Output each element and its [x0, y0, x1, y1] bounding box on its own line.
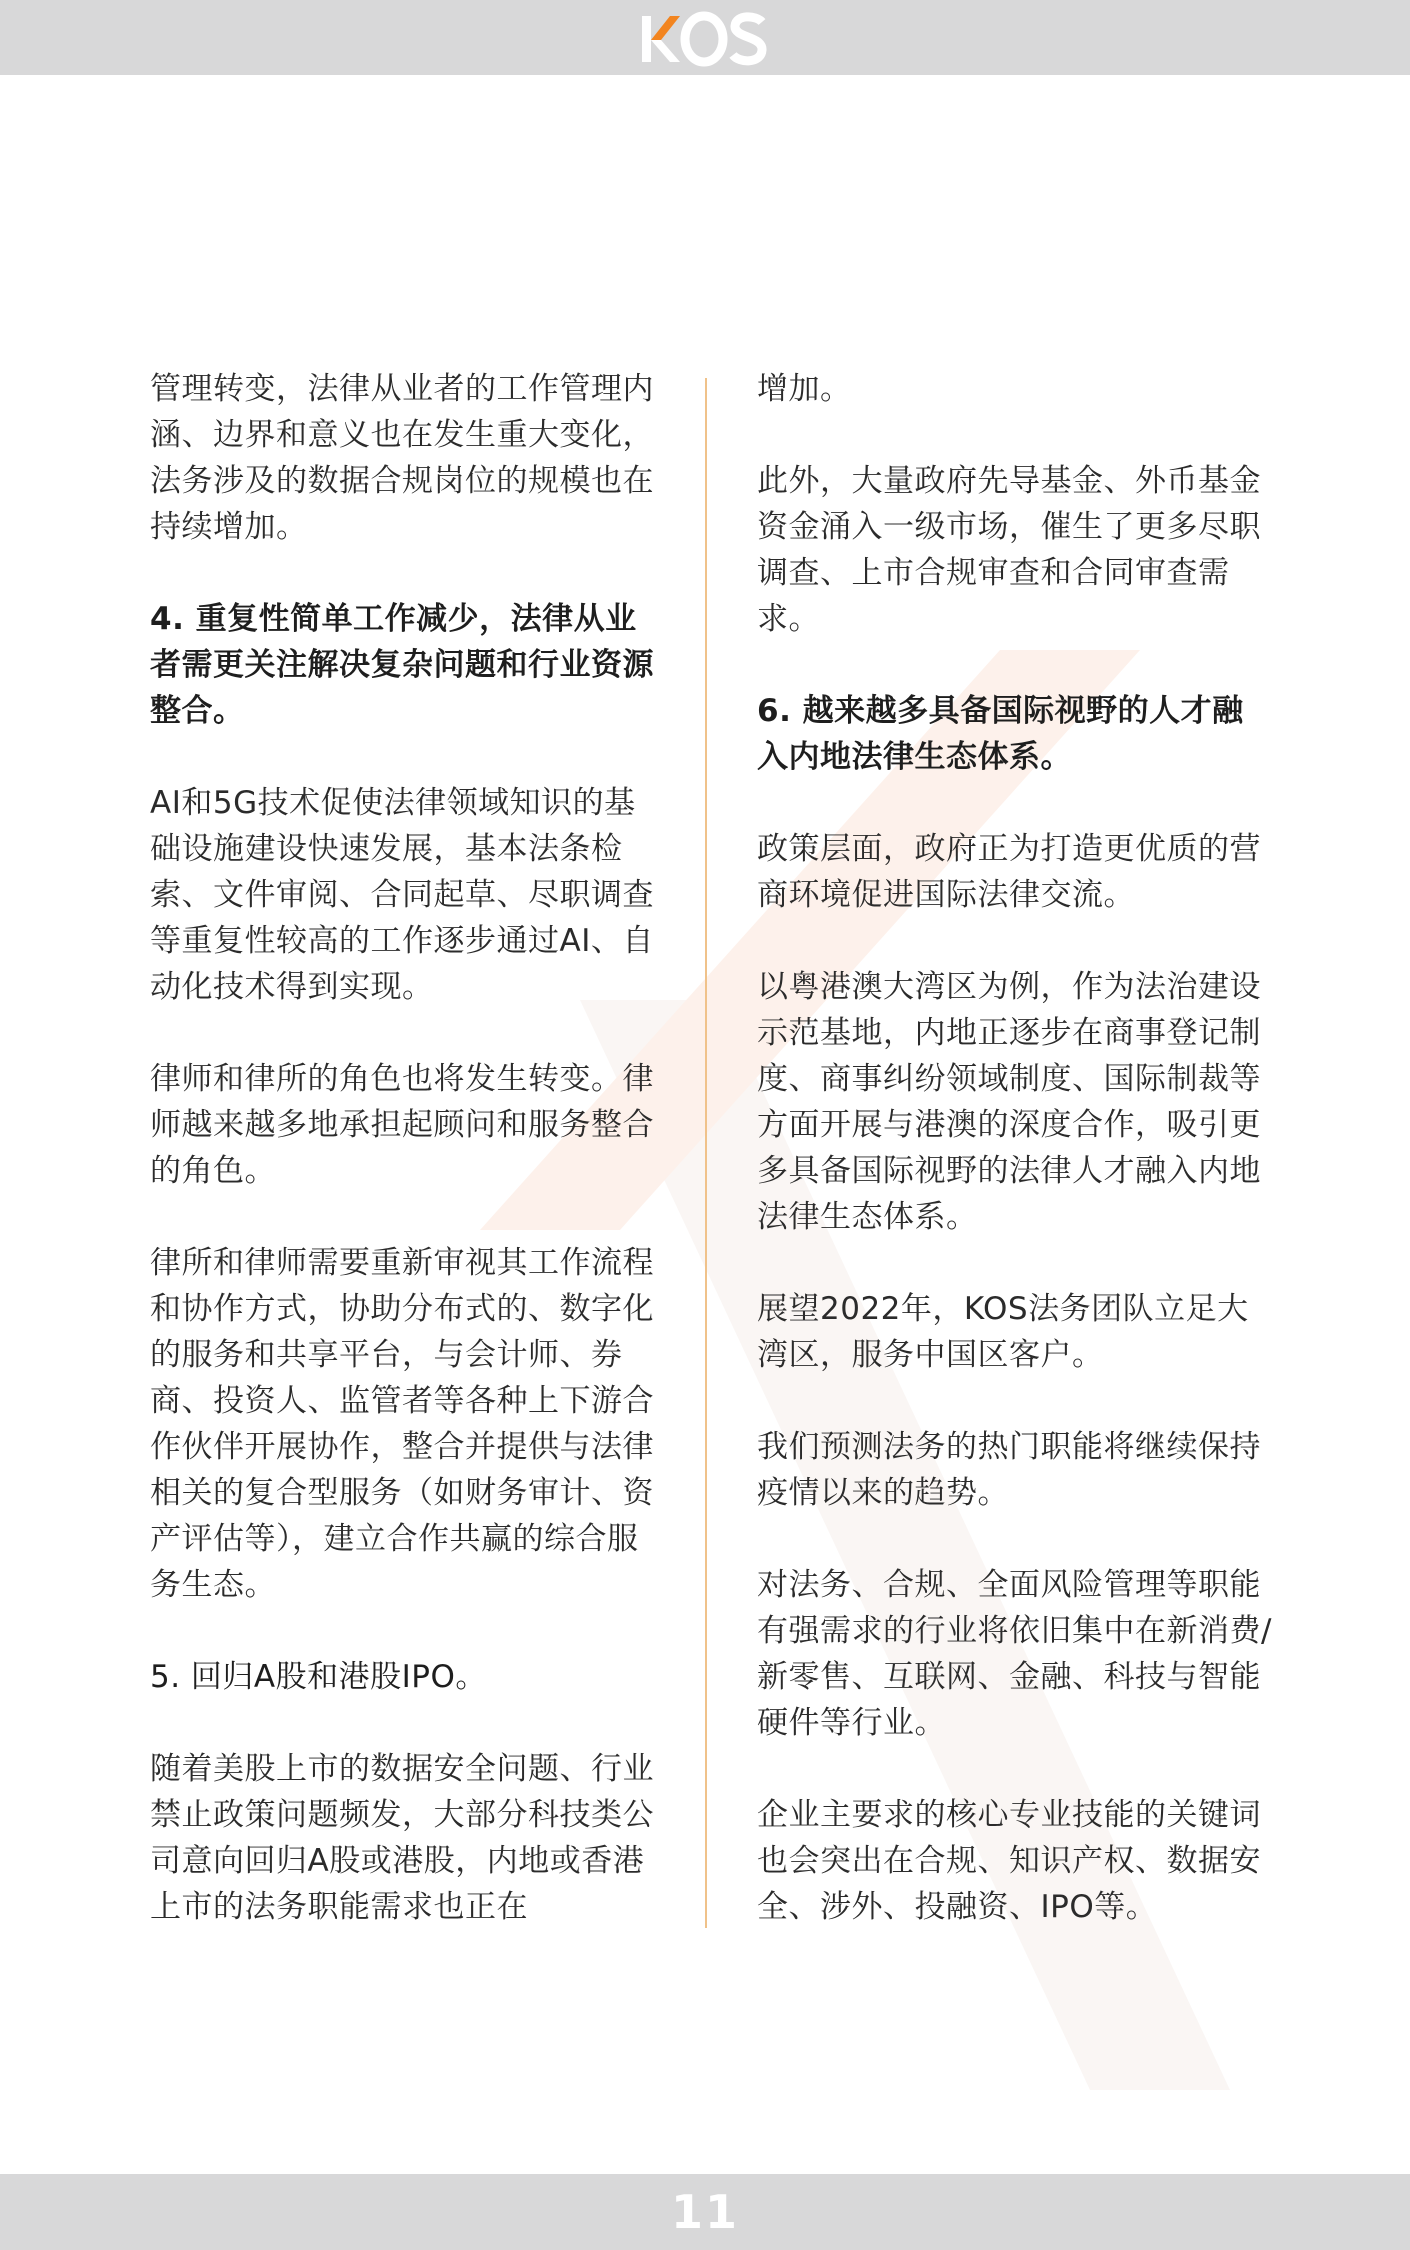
paragraph: 对法务、合规、全面风险管理等职能有强需求的行业将依旧集中在新消费/新零售、互联网、金融、科技与智能硬件等行业。 — [757, 1567, 1272, 1741]
section-heading-4: 4. 重复性简单工作减少，法律从业者需更关注解决复杂问题和行业资源整合。 — [150, 601, 654, 729]
paragraph: 律师和律所的角色也将发生转变。律师越来越多地承担起顾问和服务整合的角色。 — [150, 1061, 654, 1189]
paragraph: 展望2022年，KOS法务团队立足大湾区，服务中国区客户。 — [757, 1291, 1249, 1373]
paragraph: 管理转变，法律从业者的工作管理内涵、边界和意义也在发生重大变化，法务涉及的数据合规岗位的规模也在持续增加。 — [150, 371, 654, 545]
paragraph: 此外，大量政府先导基金、外币基金资金涌入一级市场，催生了更多尽职调查、上市合规审查和合同审查需求。 — [757, 463, 1261, 637]
paragraph: 增加。 — [757, 371, 852, 407]
section-heading-5: 5. 回归A股和港股IPO。 — [150, 1659, 487, 1695]
column-divider — [705, 378, 707, 1928]
paragraph: 我们预测法务的热门职能将继续保持疫情以来的趋势。 — [757, 1429, 1261, 1511]
page-number: 11 — [670, 2185, 739, 2239]
paragraph: 政策层面，政府正为打造更优质的营商环境促进国际法律交流。 — [757, 831, 1261, 913]
paragraph: AI和5G技术促使法律领域知识的基础设施建设快速发展，基本法条检索、文件审阅、合同起草、尽职调查等重复性较高的工作逐步通过AI、自动化技术得到实现。 — [150, 785, 654, 1005]
paragraph: 随着美股上市的数据安全问题、行业禁止政策问题频发，大部分科技类公司意向回归A股或港股，内地或香港上市的法务职能需求也正在 — [150, 1751, 654, 1925]
section-heading-6: 6. 越来越多具备国际视野的人才融入内地法律生态体系。 — [757, 693, 1244, 775]
paragraph: 企业主要求的核心专业技能的关键词也会突出在合规、知识产权、数据安全、涉外、投融资、IPO等。 — [757, 1797, 1261, 1925]
right-column — [757, 366, 1272, 1976]
paragraph: 以粤港澳大湾区为例，作为法治建设示范基地，内地正逐步在商事登记制度、商事纠纷领域制度、国际制裁等方面开展与港澳的深度合作，吸引更多具备国际视野的法律人才融入内地法律生态体系。 — [757, 969, 1261, 1235]
paragraph: 律所和律师需要重新审视其工作流程和协作方式，协助分布式的、数字化的服务和共享平台，与会计师、券商、投资人、监管者等各种上下游合作伙伴开展协作，整合并提供与法律相关的复合型服务（如财务审计、资产评估等），建立合作共赢的综合服务生态。 — [150, 1245, 654, 1603]
left-column — [150, 366, 665, 1976]
